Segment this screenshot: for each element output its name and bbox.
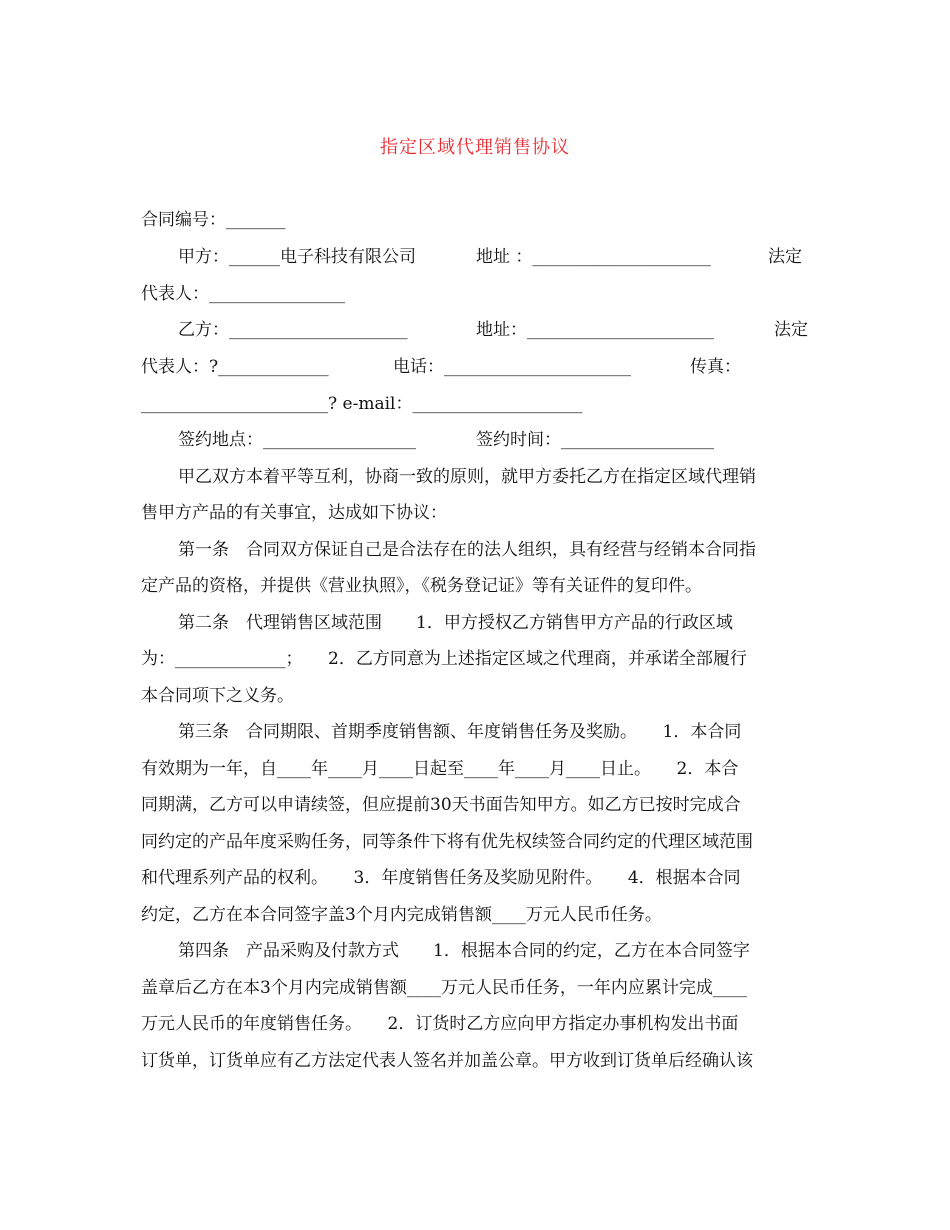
paragraph-line: 同约定的产品年度采购任务，同等条件下将有优先权续签合同约定的代理区域范围 <box>141 832 753 852</box>
party-b-rep-line <box>0 355 950 379</box>
paragraph-line: 本合同项下之义务。 <box>141 686 294 706</box>
document-title: 指定区域代理销售协议 <box>380 137 570 158</box>
signing-line <box>0 428 950 452</box>
party-a-label: 甲方：______电子科技有限公司 <box>178 247 416 267</box>
contract-number-line <box>0 208 950 232</box>
party-b-line <box>0 318 950 342</box>
party-b-legal-rep: 法定 <box>774 320 808 340</box>
party-a-legal-rep-field: 代表人：________________ <box>141 284 345 304</box>
paragraph-line: 万元人民币的年度销售任务。 2．订货时乙方应向甲方指定办事机构发出书面 <box>141 1014 739 1034</box>
party-b-fax-line <box>0 392 950 416</box>
party-a-rep-line <box>0 282 950 306</box>
party-b-fax-email: ______________________? e-mail：____________________ <box>141 394 583 414</box>
paragraph-line: 定产品的资格，并提供《营业执照》，《税务登记证》等有关证件的复印件。 <box>141 576 702 596</box>
party-b-label: 乙方：_____________________ <box>178 320 408 340</box>
paragraph-line: 约定，乙方在本合同签字盖3个月内完成销售额____万元人民币任务。 <box>141 905 662 925</box>
party-b-phone: 电话：______________________ <box>393 357 631 377</box>
article-2-line: 第二条 代理销售区域范围 1．甲方授权乙方销售甲方产品的行政区域 <box>178 613 733 633</box>
party-b-fax-label: 传真： <box>690 357 741 377</box>
paragraph-line: 有效期为一年，自____年____月____日起至____年____月____日止。 2．本合 <box>141 759 739 779</box>
party-a-line <box>0 245 950 269</box>
party-a-legal-rep: 法定 <box>768 247 802 267</box>
paragraph-line: 为：_____________； 2．乙方同意为上述指定区域之代理商，并承诺全部履行 <box>141 649 747 669</box>
paragraph-line: 订货单，订货单应有乙方法定代表人签名并加盖公章。甲方收到订货单后经确认该 <box>141 1051 753 1071</box>
party-b-address: 地址：______________________ <box>476 320 714 340</box>
paragraph-line: 和代理系列产品的权利。 3．年度销售任务及奖励见附件。 4．根据本合同 <box>141 868 741 888</box>
paragraph-line: 盖章后乙方在本3个月内完成销售额____万元人民币任务，一年内应累计完成____ <box>141 978 747 998</box>
paragraph-line: 售甲方产品的有关事宜，达成如下协议： <box>141 503 447 523</box>
party-b-legal-rep-field: 代表人：?_____________ <box>141 357 329 377</box>
paragraph-line: 同期满，乙方可以申请续签，但应提前30天书面告知甲方。如乙方已按时完成合 <box>141 795 741 815</box>
signing-place: 签约地点：__________________ <box>178 430 416 450</box>
article-4-line: 第四条 产品采购及付款方式 1．根据本合同的约定，乙方在本合同签字 <box>178 941 750 961</box>
contract-number: 合同编号：_______ <box>141 210 286 230</box>
party-a-address: 地址 ：_____________________ <box>476 247 711 267</box>
article-3-line: 第三条 合同期限、首期季度销售额、年度销售任务及奖励。 1．本合同 <box>178 722 742 742</box>
article-1-line: 第一条 合同双方保证自己是合法存在的法人组织，具有经营与经销本合同指 <box>178 540 756 560</box>
paragraph-line: 甲乙双方本着平等互利，协商一致的原则，就甲方委托乙方在指定区域代理销 <box>178 467 756 487</box>
signing-time: 签约时间：__________________ <box>476 430 714 450</box>
